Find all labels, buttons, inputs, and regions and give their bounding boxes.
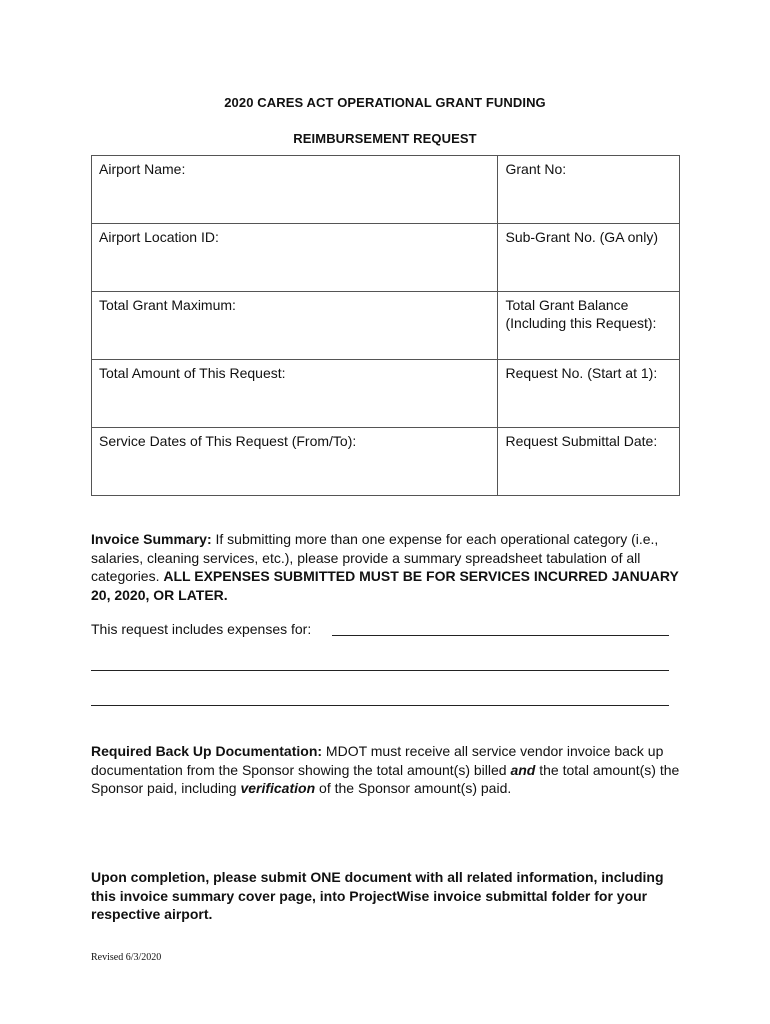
service-dates-field[interactable] [92, 428, 498, 496]
request-submittal-date-field[interactable] [498, 428, 680, 496]
table-row [92, 360, 680, 428]
grant-no-field[interactable] [498, 156, 680, 224]
field-label: Request No. (Start at 1): [505, 365, 658, 381]
backup-documentation-paragraph [91, 742, 691, 798]
backup-emphasis-verification: verification [240, 780, 316, 796]
invoice-summary-label: Invoice Summary: [91, 531, 212, 547]
page-title: 2020 CARES ACT OPERATIONAL GRANT FUNDING [224, 95, 546, 110]
backup-text-2: the total amount(s) the Sponsor paid, including [91, 761, 680, 796]
request-no-field[interactable] [498, 360, 680, 428]
table-row [92, 292, 680, 360]
expenses-blank-line-3[interactable] [91, 705, 669, 706]
revised-date: Revised 6/3/2020 [91, 952, 162, 963]
invoice-summary-text: If submitting more than one expense for each operational category (i.e., salaries, cleaning services, etc.), please provide a summary spreadsheet tabulation of all categories. [91, 531, 659, 584]
invoice-summary-paragraph [91, 530, 691, 604]
field-label: Request Submittal Date: [505, 433, 658, 449]
field-label: Total Grant Balance [505, 297, 629, 313]
sub-grant-no-field[interactable] [498, 224, 680, 292]
backup-text-3: of the Sponsor amount(s) paid. [315, 780, 512, 796]
table-row [92, 156, 680, 224]
backup-label: Required Back Up Documentation: [91, 743, 323, 759]
expenses-blank-line-2[interactable] [91, 670, 669, 671]
field-label: Total Amount of This Request: [99, 365, 286, 381]
backup-emphasis-and: and [510, 761, 536, 778]
table-row [92, 428, 680, 496]
total-grant-maximum-field[interactable] [92, 292, 498, 360]
total-amount-request-field[interactable] [92, 360, 498, 428]
field-label: Total Grant Maximum: [99, 297, 236, 313]
page-subtitle: REIMBURSEMENT REQUEST [293, 131, 477, 146]
expenses-blank-line-1[interactable] [332, 635, 669, 636]
total-grant-balance-field[interactable] [498, 292, 680, 360]
includes-expenses-label: This request includes expenses for: [91, 621, 312, 637]
request-form-table [91, 155, 680, 496]
field-label: Service Dates of This Request (From/To): [99, 433, 357, 449]
field-label-line2: (Including this Request): [505, 315, 657, 331]
field-label: Airport Name: [99, 161, 186, 177]
field-label: Sub-Grant No. (GA only) [505, 229, 658, 245]
backup-text-1: MDOT must receive all service vendor invoice back up documentation from the Sponsor showing the total amount(s) billed [91, 743, 664, 778]
airport-name-field[interactable] [92, 156, 498, 224]
invoice-summary-emphasis: ALL EXPENSES SUBMITTED MUST BE FOR SERVICES INCURRED JANUARY 20, 2020, OR LATER. [91, 568, 679, 603]
submission-instructions: Upon completion, please submit ONE document with all related information, including this invoice summary cover page, into ProjectWise invoice submittal folder for your respective airport. [91, 869, 664, 922]
field-label: Airport Location ID: [99, 229, 219, 245]
table-row [92, 224, 680, 292]
field-label: Grant No: [505, 161, 567, 177]
airport-location-id-field[interactable] [92, 224, 498, 292]
